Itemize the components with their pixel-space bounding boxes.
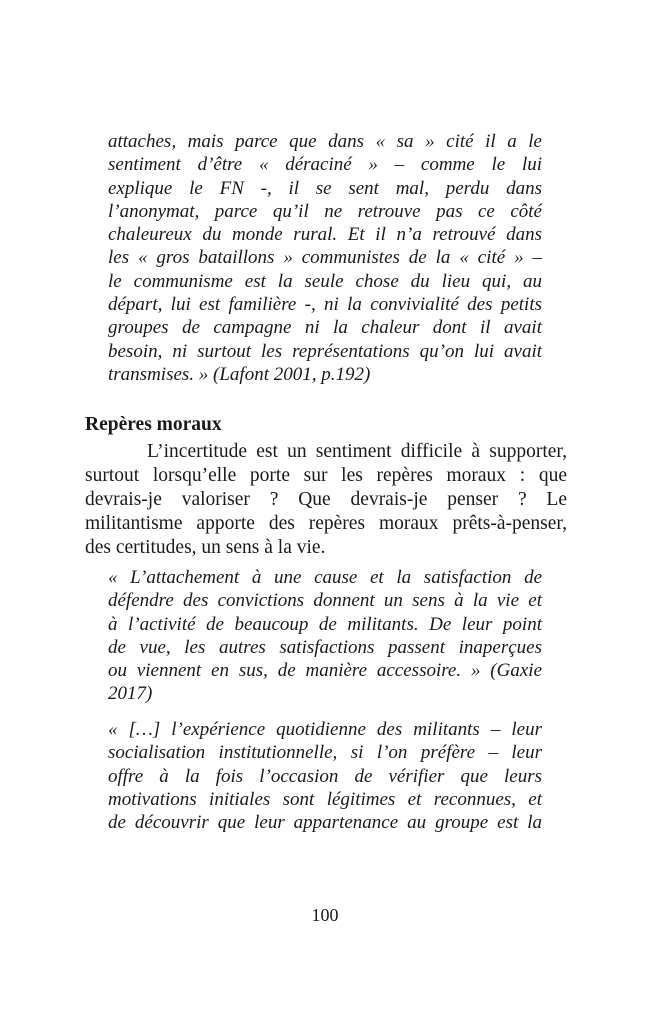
quote-line: groupes de campagne ni la chaleur dont il avait (108, 317, 542, 339)
section-heading: Repères moraux (85, 414, 222, 435)
quote-line: de découvrir que leur appartenance au groupe est la (108, 812, 542, 834)
quote-line: les « gros bataillons » communistes de la « cité » – (108, 247, 542, 269)
quote-line: attaches, mais parce que dans « sa » cité il a le (108, 131, 542, 152)
quote-line: chaleureux du monde rural. Et il n’a retrouvé dans (108, 224, 542, 246)
body-paragraph (85, 440, 567, 560)
paragraph-line: des certitudes, un sens à la vie. (85, 537, 326, 558)
quote-line: explique le FN -, il se sent mal, perdu dans (108, 177, 542, 199)
quote-line: motivations initiales sont légitimes et reconnues, et (108, 788, 542, 810)
quote-line: le communisme est la seule chose du lieu qui, au (108, 270, 542, 292)
page-number: 100 (311, 905, 339, 925)
paragraph-line: L’incertitude est un sentiment difficile à supporter, (147, 441, 567, 462)
block-quote-lafont (108, 130, 542, 386)
paragraph-line: surtout lorsqu’elle porte sur les repères moraux : que (85, 465, 567, 486)
paragraph-line: devrais-je valoriser ? Que devrais-je penser ? Le (85, 489, 567, 510)
quote-line: sentiment d’être « déraciné » – comme le lui (108, 154, 542, 176)
block-quote-militants (108, 718, 542, 834)
quote-line: transmises. » (Lafont 2001, p.192) (108, 363, 371, 385)
paragraph-line: militantisme apporte des repères moraux prêts-à-penser, (85, 513, 567, 534)
block-quote-gaxie (108, 566, 542, 706)
quote-line: socialisation institutionnelle, si l’on préfère – leur (108, 742, 542, 764)
quote-line: l’anonymat, parce qu’il ne retrouve pas ce côté (108, 200, 542, 222)
quote-line: besoin, ni surtout les représentations qu’on lui avait (108, 340, 542, 362)
quote-line: offre à la fois l’occasion de vérifier que leurs (108, 765, 542, 787)
quote-line: de vue, les autres satisfactions passent inaperçues (108, 636, 542, 658)
quote-line: 2017) (108, 683, 153, 705)
quote-line: à l’activité de beaucoup de militants. De leur point (108, 613, 542, 635)
quote-line: « […] l’expérience quotidienne des militants – leur (108, 719, 542, 740)
quote-line: défendre des convictions donnent un sens à la vie et (108, 590, 542, 612)
quote-line: « L’attachement à une cause et la satisfaction de (108, 567, 542, 588)
quote-line: ou viennent en sus, de manière accessoire. » (Gaxie (108, 660, 542, 682)
quote-line: départ, lui est familière -, ni la convivialité des petits (108, 294, 542, 316)
